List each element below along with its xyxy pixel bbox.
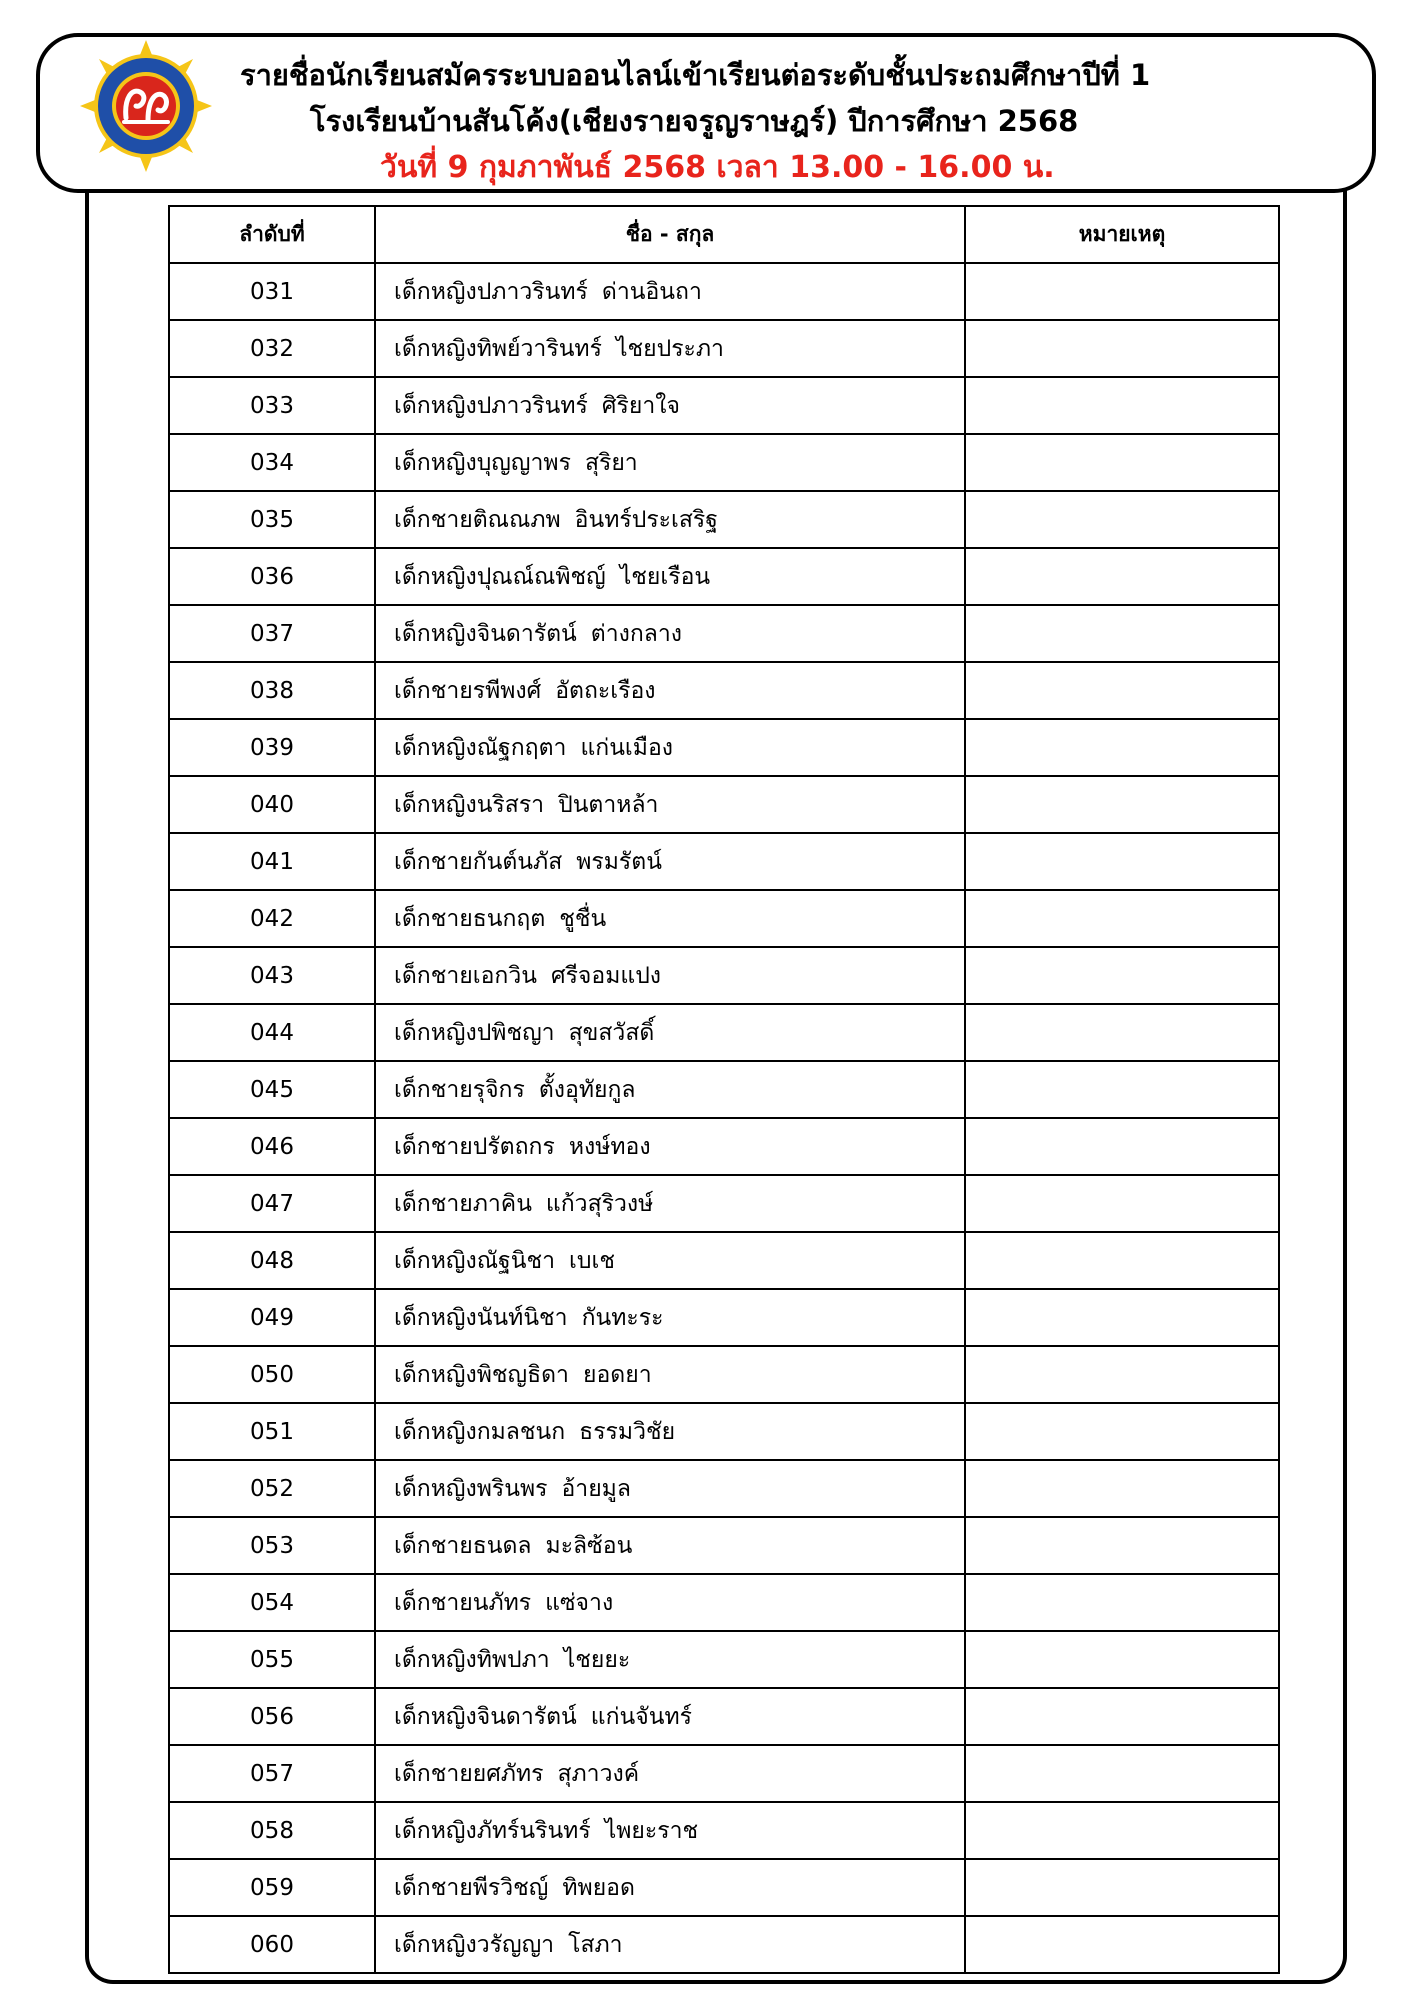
row-number: 053: [169, 1517, 375, 1574]
student-last-name: ด่านอินถา: [601, 278, 702, 305]
student-first-name: เด็กหญิงพิชญธิดา: [394, 1361, 569, 1388]
row-number: 035: [169, 491, 375, 548]
student-last-name: หงษ์ทอง: [568, 1133, 651, 1160]
table-row: [169, 1745, 1279, 1802]
student-last-name: ทิพยอด: [562, 1874, 635, 1901]
row-note: [965, 1460, 1279, 1517]
table-row: [169, 434, 1279, 491]
student-last-name: ศิริยาใจ: [601, 392, 680, 419]
student-name: [375, 1631, 965, 1688]
row-note: [965, 491, 1279, 548]
student-first-name: เด็กชายนภัทร: [394, 1589, 532, 1616]
row-note: [965, 1346, 1279, 1403]
student-last-name: ปินตาหล้า: [558, 791, 659, 818]
title-line-2: โรงเรียนบ้านสันโค้ง(เชียงรายจรูญราษฎร์) ปีการศึกษา 2568: [310, 104, 1079, 138]
student-first-name: เด็กหญิงทิพปภา: [394, 1646, 550, 1673]
student-name: [375, 890, 965, 947]
row-note: [965, 1688, 1279, 1745]
student-name: [375, 776, 965, 833]
student-name: [375, 605, 965, 662]
row-note: [965, 320, 1279, 377]
student-first-name: เด็กชายกันต์นภัส: [394, 848, 563, 875]
student-name: [375, 548, 965, 605]
table-row: [169, 1631, 1279, 1688]
student-name: [375, 947, 965, 1004]
student-last-name: แซ่จาง: [545, 1589, 614, 1616]
table-row: [169, 662, 1279, 719]
student-name: [375, 320, 965, 377]
row-number: 041: [169, 833, 375, 890]
row-number: 037: [169, 605, 375, 662]
row-note: [965, 1574, 1279, 1631]
student-last-name: พรมรัตน์: [576, 848, 662, 875]
row-note: [965, 1916, 1279, 1973]
row-note: [965, 548, 1279, 605]
row-note: [965, 1631, 1279, 1688]
row-number: 031: [169, 263, 375, 320]
row-note: [965, 833, 1279, 890]
student-first-name: เด็กหญิงปุณณ์ณพิชญ์: [394, 563, 606, 590]
row-note: [965, 1004, 1279, 1061]
row-number: 048: [169, 1232, 375, 1289]
student-name: [375, 1460, 965, 1517]
row-note: [965, 1118, 1279, 1175]
table-row: [169, 1460, 1279, 1517]
student-name: [375, 1745, 965, 1802]
row-number: 051: [169, 1403, 375, 1460]
student-name: [375, 1688, 965, 1745]
student-last-name: ไชยเรือน: [619, 563, 711, 590]
student-last-name: ไพยะราช: [604, 1817, 699, 1844]
table-header-row: [169, 206, 1279, 263]
student-last-name: ชูชื่น: [559, 905, 607, 932]
table-row: [169, 1175, 1279, 1232]
table-row: [169, 377, 1279, 434]
student-name: [375, 1061, 965, 1118]
title-line-1: รายชื่อนักเรียนสมัครระบบออนไลน์เข้าเรียนต่อระดับชั้นประถมศึกษาปีที่ 1: [240, 58, 1151, 92]
table-row: [169, 890, 1279, 947]
row-note: [965, 890, 1279, 947]
student-last-name: ไชยยะ: [563, 1646, 631, 1673]
row-number: 054: [169, 1574, 375, 1631]
student-last-name: เบเช: [569, 1247, 615, 1274]
student-name: [375, 1802, 965, 1859]
student-first-name: เด็กหญิงนันท์นิชา: [394, 1304, 568, 1331]
row-number: 055: [169, 1631, 375, 1688]
student-last-name: อ้ายมูล: [561, 1475, 631, 1502]
student-first-name: เด็กชายเอกวิน: [394, 962, 537, 989]
row-note: [965, 1175, 1279, 1232]
row-note: [965, 434, 1279, 491]
row-note: [965, 947, 1279, 1004]
row-number: 058: [169, 1802, 375, 1859]
table-row: [169, 1802, 1279, 1859]
student-last-name: แก้วสุริวงษ์: [545, 1190, 654, 1217]
table-row: [169, 776, 1279, 833]
table-row: [169, 491, 1279, 548]
table-row: [169, 1232, 1279, 1289]
student-first-name: เด็กหญิงกมลชนก: [394, 1418, 566, 1445]
school-seal-icon: [78, 38, 214, 174]
row-note: [965, 263, 1279, 320]
student-roster-table: [168, 205, 1280, 1974]
student-last-name: อินทร์ประเสริฐ: [574, 506, 718, 533]
row-number: 059: [169, 1859, 375, 1916]
table-row: [169, 1916, 1279, 1973]
row-note: [965, 605, 1279, 662]
row-note: [965, 1403, 1279, 1460]
student-first-name: เด็กหญิงพรินพร: [394, 1475, 548, 1502]
table-row: [169, 1517, 1279, 1574]
table-row: [169, 548, 1279, 605]
student-name: [375, 833, 965, 890]
student-name: [375, 1175, 965, 1232]
student-name: [375, 1916, 965, 1973]
student-first-name: เด็กหญิงจินดารัตน์: [394, 1703, 577, 1730]
student-last-name: ตั้งอุทัยกูล: [538, 1076, 636, 1103]
student-last-name: แก่นจันทร์: [590, 1703, 692, 1730]
student-last-name: สุขสวัสดิ์: [568, 1019, 655, 1046]
row-number: 036: [169, 548, 375, 605]
student-last-name: ต่างกลาง: [590, 620, 683, 647]
header-note: หมายเหตุ: [965, 206, 1279, 263]
row-number: 047: [169, 1175, 375, 1232]
row-note: [965, 1061, 1279, 1118]
student-name: [375, 1232, 965, 1289]
student-name: [375, 1517, 965, 1574]
student-last-name: สุริยา: [584, 449, 638, 476]
student-name: [375, 1574, 965, 1631]
row-number: 032: [169, 320, 375, 377]
student-first-name: เด็กหญิงปพิชญา: [394, 1019, 555, 1046]
student-first-name: เด็กชายภาคิน: [394, 1190, 532, 1217]
student-name: [375, 719, 965, 776]
student-last-name: อัตถะเรือง: [555, 677, 656, 704]
table-row: [169, 1118, 1279, 1175]
table-body: [169, 263, 1279, 1973]
student-last-name: ธรรมวิชัย: [579, 1418, 676, 1445]
table-row: [169, 1061, 1279, 1118]
row-number: 042: [169, 890, 375, 947]
row-note: [965, 1745, 1279, 1802]
student-name: [375, 1346, 965, 1403]
student-first-name: เด็กหญิงจินดารัตน์: [394, 620, 577, 647]
student-name: [375, 434, 965, 491]
table-row: [169, 1688, 1279, 1745]
row-number: 040: [169, 776, 375, 833]
row-number: 057: [169, 1745, 375, 1802]
student-first-name: เด็กหญิงภัทร์นรินทร์: [394, 1817, 591, 1844]
row-number: 056: [169, 1688, 375, 1745]
student-first-name: เด็กหญิงณัฐนิชา: [394, 1247, 555, 1274]
student-name: [375, 377, 965, 434]
student-first-name: เด็กหญิงวรัญญา: [394, 1931, 555, 1958]
row-number: 033: [169, 377, 375, 434]
student-name: [375, 491, 965, 548]
table-row: [169, 1004, 1279, 1061]
table-row: [169, 320, 1279, 377]
student-first-name: เด็กหญิงบุญญาพร: [394, 449, 571, 476]
student-last-name: ยอดยา: [582, 1361, 652, 1388]
student-first-name: เด็กหญิงทิพย์วารินทร์: [394, 335, 602, 362]
title-line-3: วันที่ 9 กุมภาพันธ์ 2568 เวลา 13.00 - 16.00 น.: [380, 150, 1055, 185]
student-last-name: มะลิซ้อน: [545, 1532, 633, 1559]
row-note: [965, 1289, 1279, 1346]
table-row: [169, 1574, 1279, 1631]
row-number: 049: [169, 1289, 375, 1346]
student-last-name: กันทะระ: [581, 1304, 664, 1331]
student-first-name: เด็กชายปรัตถกร: [394, 1133, 555, 1160]
student-first-name: เด็กหญิงปภาวรินทร์: [394, 278, 588, 305]
row-note: [965, 776, 1279, 833]
table-row: [169, 1289, 1279, 1346]
row-note: [965, 719, 1279, 776]
row-note: [965, 1517, 1279, 1574]
header-name: ชื่อ - สกุล: [375, 206, 965, 263]
student-first-name: เด็กชายธนดล: [394, 1532, 532, 1559]
row-number: 050: [169, 1346, 375, 1403]
student-name: [375, 1859, 965, 1916]
table-row: [169, 1346, 1279, 1403]
row-note: [965, 1859, 1279, 1916]
student-first-name: เด็กหญิงนริสรา: [394, 791, 545, 818]
student-name: [375, 1289, 965, 1346]
table-row: [169, 719, 1279, 776]
table-row: [169, 833, 1279, 890]
table-row: [169, 1859, 1279, 1916]
table-row: [169, 605, 1279, 662]
row-number: 034: [169, 434, 375, 491]
student-first-name: เด็กชายรุจิกร: [394, 1076, 525, 1103]
table-row: [169, 1403, 1279, 1460]
header-no: ลำดับที่: [169, 206, 375, 263]
row-number: 038: [169, 662, 375, 719]
row-note: [965, 377, 1279, 434]
student-name: [375, 662, 965, 719]
row-note: [965, 1232, 1279, 1289]
student-name: [375, 1118, 965, 1175]
student-name: [375, 263, 965, 320]
student-last-name: สุภาวงค์: [557, 1760, 640, 1787]
student-last-name: โสภา: [568, 1931, 623, 1958]
student-first-name: เด็กชายรพีพงศ์: [394, 677, 542, 704]
student-name: [375, 1403, 965, 1460]
row-note: [965, 1802, 1279, 1859]
student-name: [375, 1004, 965, 1061]
row-number: 046: [169, 1118, 375, 1175]
table-row: [169, 263, 1279, 320]
student-last-name: แก่นเมือง: [580, 734, 673, 761]
student-first-name: เด็กหญิงปภาวรินทร์: [394, 392, 588, 419]
table-row: [169, 947, 1279, 1004]
student-first-name: เด็กชายติณณภพ: [394, 506, 561, 533]
row-number: 043: [169, 947, 375, 1004]
row-note: [965, 662, 1279, 719]
row-number: 044: [169, 1004, 375, 1061]
row-number: 060: [169, 1916, 375, 1973]
row-number: 045: [169, 1061, 375, 1118]
student-first-name: เด็กชายพีรวิชญ์: [394, 1874, 549, 1901]
row-number: 052: [169, 1460, 375, 1517]
student-last-name: ศรีจอมแปง: [550, 962, 662, 989]
row-number: 039: [169, 719, 375, 776]
student-first-name: เด็กชายยศภัทร: [394, 1760, 544, 1787]
student-last-name: ไชยประภา: [615, 335, 724, 362]
student-first-name: เด็กชายธนกฤต: [394, 905, 546, 932]
student-first-name: เด็กหญิงณัฐกฤตา: [394, 734, 567, 761]
